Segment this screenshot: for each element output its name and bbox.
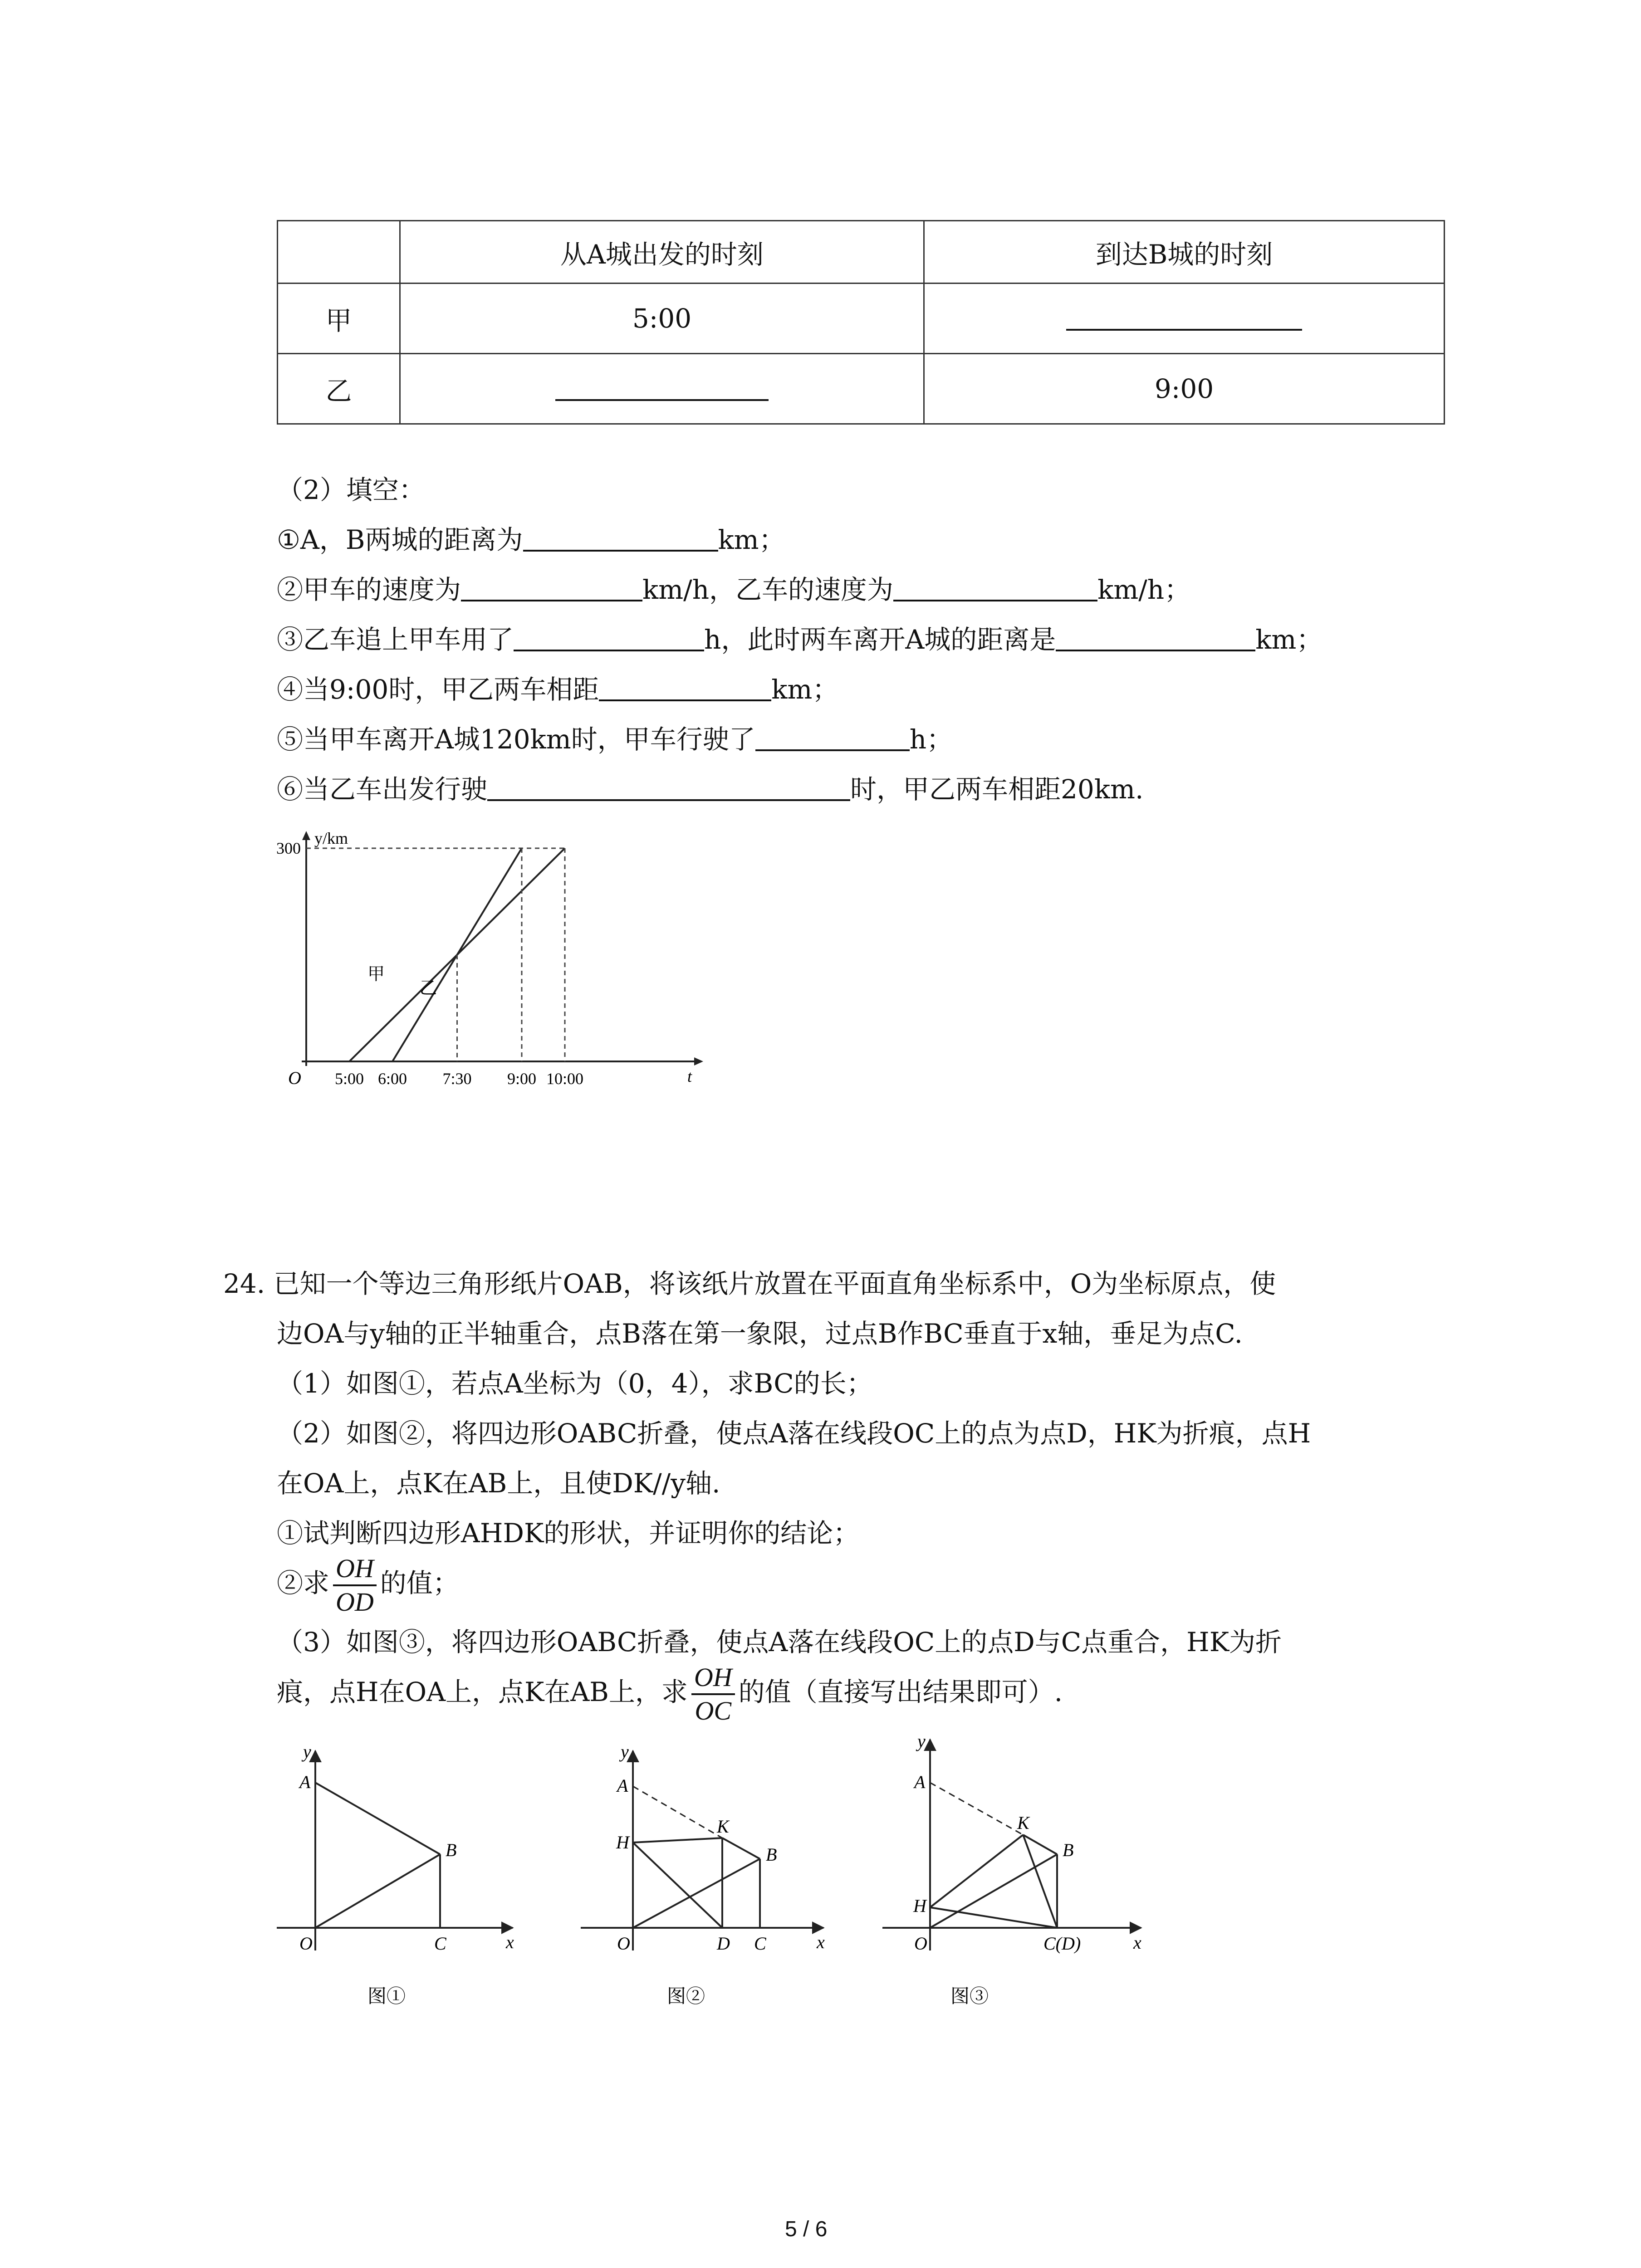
arrive-cell bbox=[924, 284, 1445, 354]
label-b: B bbox=[1063, 1840, 1074, 1860]
answer-blank[interactable] bbox=[893, 573, 1097, 601]
y-axis-label: y/km bbox=[314, 829, 348, 847]
q3-unit: km； bbox=[1255, 624, 1323, 655]
label-x: x bbox=[817, 1932, 825, 1952]
label-k: K bbox=[1017, 1813, 1029, 1833]
graph-x-arrow bbox=[694, 1057, 703, 1066]
figure-3 bbox=[876, 1728, 1148, 2028]
q24-line7-post: 的值； bbox=[380, 1568, 459, 1598]
label-o: O bbox=[914, 1933, 927, 1954]
depart-cell: 5:00 bbox=[400, 284, 924, 354]
part2-title: （2）填空： bbox=[277, 474, 425, 505]
caption-fig2: 图② bbox=[667, 1986, 705, 2007]
label-y: y bbox=[303, 1741, 311, 1762]
question-2 bbox=[277, 572, 1190, 608]
q6-text: ⑥当乙车出发行驶 bbox=[277, 774, 488, 805]
q24-line-3: （1）如图①，若点A坐标为（0，4），求BC的长； bbox=[277, 1368, 873, 1399]
answer-blank[interactable] bbox=[523, 523, 718, 552]
segment-kb bbox=[722, 1838, 760, 1859]
q2-unit: km/h； bbox=[1097, 574, 1191, 605]
q2-text: ②甲车的速度为 bbox=[277, 574, 461, 605]
segment-ab bbox=[315, 1783, 440, 1854]
graph-y-arrow bbox=[302, 831, 310, 840]
label-a: A bbox=[299, 1772, 311, 1792]
table-header-cell: 从A城出发的时刻 bbox=[400, 221, 924, 284]
label-h: H bbox=[616, 1832, 629, 1853]
figure-2 bbox=[567, 1737, 830, 2028]
fraction-numerator: OH bbox=[333, 1553, 377, 1586]
row-label: 甲 bbox=[278, 284, 400, 354]
answer-blank[interactable] bbox=[555, 373, 769, 401]
q24-line-5: 在OA上，点K在AB上，且使DK//y轴. bbox=[277, 1468, 720, 1499]
segment-hd bbox=[633, 1843, 722, 1928]
label-k: K bbox=[717, 1816, 729, 1837]
q3-mid: h，此时两车离开A城的距离是 bbox=[704, 624, 1056, 655]
q24-line-1: 24. 已知一个等边三角形纸片OAB，将该纸片放置在平面直角坐标系中，O为坐标原点，使 bbox=[223, 1268, 1276, 1299]
fraction-oh-od bbox=[333, 1553, 377, 1618]
label-y: y bbox=[917, 1731, 926, 1751]
fraction-denominator: OC bbox=[695, 1696, 732, 1725]
segment-kc bbox=[1023, 1835, 1057, 1928]
dashed-ak bbox=[633, 1786, 722, 1838]
q24-line7-pre: ②求 bbox=[277, 1568, 330, 1598]
fraction-denominator: OD bbox=[336, 1587, 374, 1617]
answer-blank[interactable] bbox=[461, 573, 642, 601]
label-b: B bbox=[446, 1840, 457, 1860]
question-1 bbox=[277, 522, 785, 558]
label-c: C bbox=[754, 1933, 766, 1954]
q24-line9-post: 的值（直接写出结果即可）. bbox=[738, 1677, 1063, 1707]
answer-blank[interactable] bbox=[599, 673, 771, 701]
label-o: O bbox=[617, 1933, 630, 1954]
x-tick-label: 7:30 bbox=[442, 1070, 472, 1088]
question-6 bbox=[277, 771, 1143, 807]
answer-blank[interactable] bbox=[1066, 303, 1302, 331]
label-c: C bbox=[434, 1933, 446, 1954]
row-label: 乙 bbox=[278, 354, 400, 424]
caption-fig3: 图③ bbox=[950, 1986, 989, 2007]
q24-line-6: ①试判断四边形AHDK的形状，并证明你的结论； bbox=[277, 1518, 860, 1549]
answer-blank[interactable] bbox=[755, 723, 910, 751]
fraction-numerator: OH bbox=[691, 1662, 735, 1695]
fraction-oh-oc bbox=[691, 1662, 735, 1727]
label-o: O bbox=[299, 1933, 313, 1954]
segment-ob bbox=[633, 1859, 760, 1928]
label-x: x bbox=[506, 1932, 514, 1952]
x-tick-label: 5:00 bbox=[334, 1070, 364, 1088]
label-a: A bbox=[914, 1772, 926, 1792]
dashed-ak bbox=[930, 1783, 1023, 1835]
question-3 bbox=[277, 621, 1323, 658]
table-header-cell: 到达B城的时刻 bbox=[924, 221, 1445, 284]
distance-time-graph bbox=[272, 826, 726, 1098]
q3-text: ③乙车追上甲车用了 bbox=[277, 624, 514, 655]
depart-cell bbox=[400, 354, 924, 424]
q4-unit: km； bbox=[771, 674, 839, 705]
departure-arrival-table bbox=[277, 220, 1445, 425]
y-tick-label: 300 bbox=[276, 839, 301, 857]
series-label-yi: 乙 bbox=[420, 979, 437, 998]
q1-unit: km； bbox=[718, 524, 785, 555]
question-4 bbox=[277, 671, 838, 708]
caption-fig1: 图① bbox=[367, 1986, 406, 2007]
label-x: x bbox=[1133, 1932, 1141, 1953]
table-row bbox=[278, 284, 1445, 354]
arrive-cell: 9:00 bbox=[924, 354, 1445, 424]
label-d: D bbox=[717, 1933, 730, 1954]
q24-line-4: （2）如图②，将四边形OABC折叠，使点A落在线段OC上的点为点D，HK为折痕，点H bbox=[277, 1418, 1311, 1449]
q1-text: ①A，B两城的距离为 bbox=[277, 524, 523, 555]
figure-1 bbox=[268, 1737, 522, 2028]
x-tick-label: 9:00 bbox=[507, 1070, 537, 1088]
question-5 bbox=[277, 721, 953, 758]
q24-line-9 bbox=[277, 1658, 1063, 1727]
page-number: 5 / 6 bbox=[785, 2217, 828, 2241]
x-axis-label: t bbox=[687, 1067, 692, 1085]
label-a: A bbox=[617, 1775, 628, 1796]
q6-unit: 时，甲乙两车相距20km. bbox=[850, 774, 1144, 805]
segment-ob bbox=[315, 1854, 440, 1928]
q5-unit: h； bbox=[909, 724, 953, 755]
label-c-d: C(D) bbox=[1043, 1933, 1081, 1954]
series-label-jia: 甲 bbox=[367, 964, 385, 984]
q24-line-2: 边OA与y轴的正半轴重合，点B落在第一象限，过点B作BC垂直于x轴，垂足为点C. bbox=[277, 1318, 1243, 1349]
answer-blank[interactable] bbox=[487, 773, 850, 801]
answer-blank[interactable] bbox=[1056, 623, 1255, 651]
segment-hk bbox=[930, 1835, 1023, 1907]
label-b: B bbox=[766, 1844, 777, 1865]
answer-blank[interactable] bbox=[514, 623, 704, 651]
table-header-row bbox=[278, 221, 1445, 284]
q24-line-7 bbox=[277, 1549, 459, 1618]
origin-label: O bbox=[288, 1068, 301, 1088]
q24-line9-pre: 痕，点H在OA上，点K在AB上，求 bbox=[277, 1677, 688, 1707]
table-header-cell bbox=[278, 221, 400, 284]
label-h: H bbox=[913, 1896, 926, 1916]
x-tick-label: 10:00 bbox=[546, 1070, 584, 1088]
segment-hk bbox=[633, 1838, 722, 1843]
q24-line-8: （3）如图③，将四边形OABC折叠，使点A落在线段OC上的点D与C点重合，HK为折 bbox=[277, 1627, 1282, 1657]
table-row bbox=[278, 354, 1445, 424]
label-y: y bbox=[621, 1741, 629, 1762]
x-tick-label: 6:00 bbox=[377, 1070, 407, 1088]
q2-mid: km/h，乙车的速度为 bbox=[642, 574, 894, 605]
q4-text: ④当9:00时，甲乙两车相距 bbox=[277, 674, 599, 705]
q5-text: ⑤当甲车离开A城120km时，甲车行驶了 bbox=[277, 724, 755, 755]
